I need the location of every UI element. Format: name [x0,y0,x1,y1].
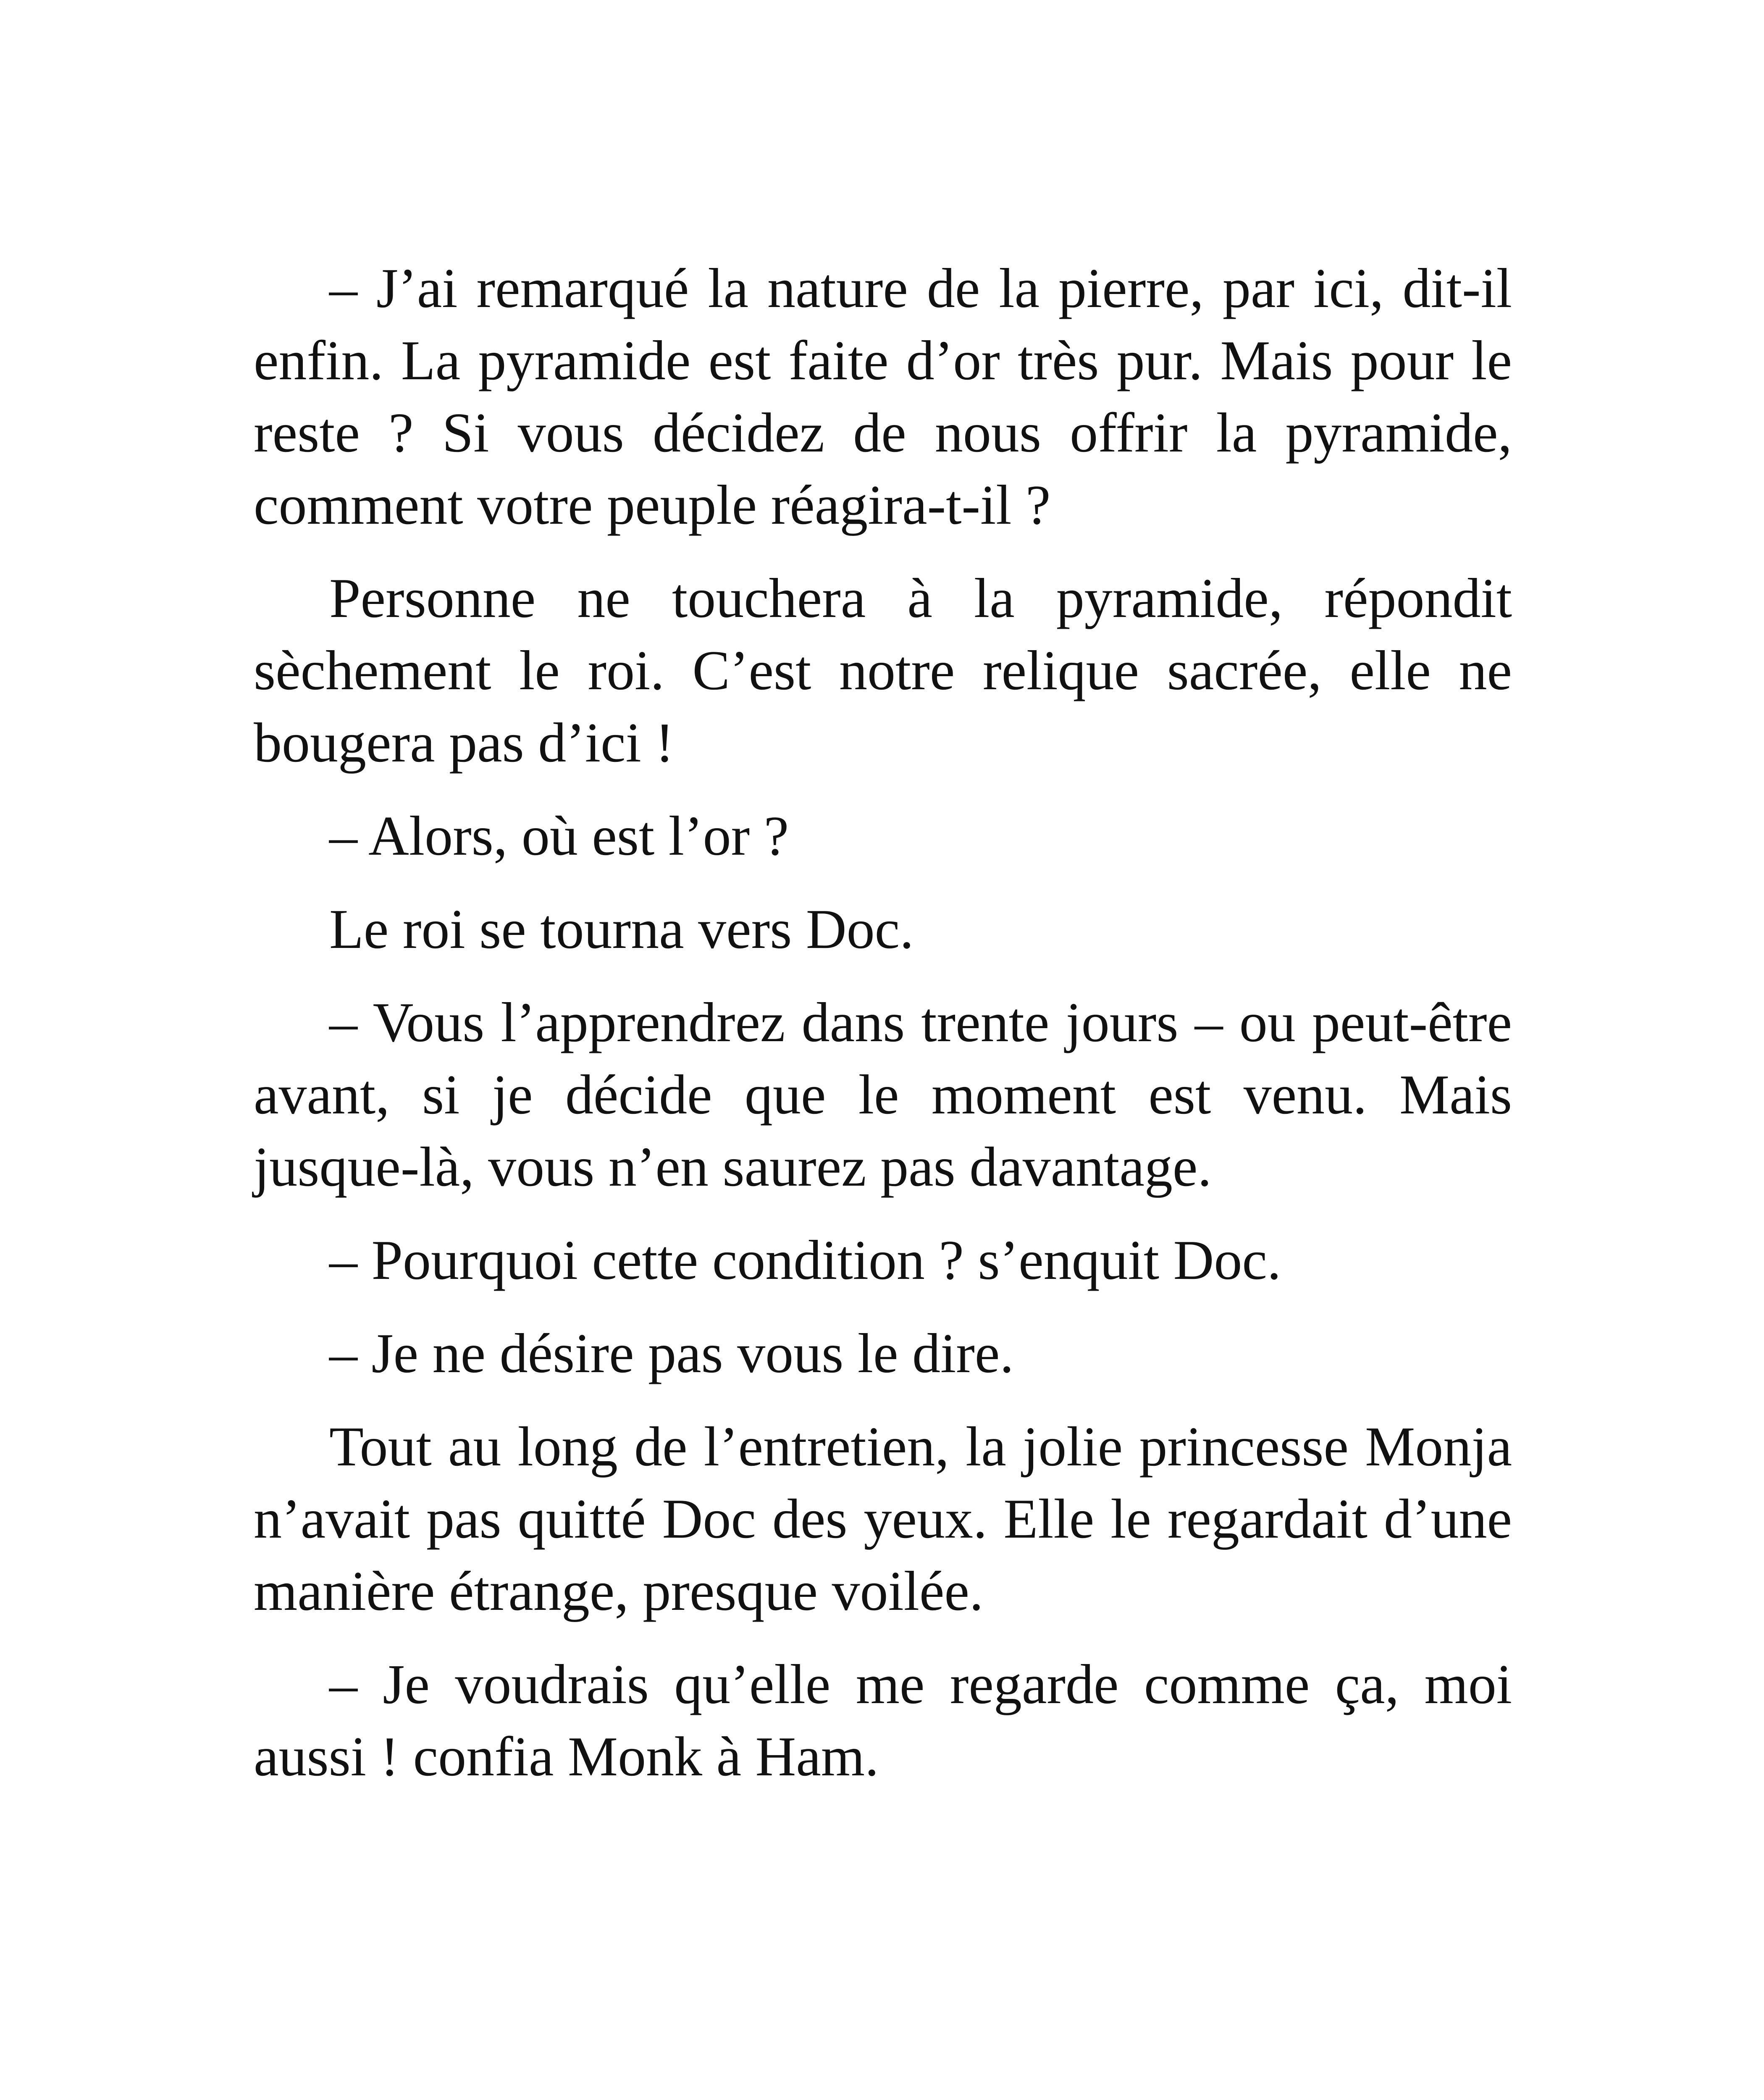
paragraph: – J’ai remarqué la nature de la pierre, par ici, dit-il enfin. La pyramide est faite d’or très pur. Mais pour le reste ? Si vous décidez de nous offrir la pyramide, comment votre peuple réagira-t-il ? [254,257,1512,536]
paragraph: – Alors, où est l’or ? [329,805,789,867]
paragraph: Personne ne touchera à la pyramide, répondit sèchement le roi. C’est notre relique sacrée, elle ne bougera pas d’ici ! [254,567,1512,774]
paragraph: Tout au long de l’entretien, la jolie princesse Monja n’avait pas quitté Doc des yeux. Elle le regardait d’une manière étrange, presque voilée. [254,1415,1512,1622]
paragraph: Le roi se tourna vers Doc. [329,898,914,960]
paragraph: – Je ne désire pas vous le dire. [329,1322,1014,1384]
paragraph: – Pourquoi cette condition ? s’enquit Doc. [329,1229,1281,1291]
paragraph: – Vous l’apprendrez dans trente jours – ou peut-être avant, si je décide que le moment est venu. Mais jusque-là, vous n’en saurez pas davantage. [254,991,1512,1198]
paragraph: – Je voudrais qu’elle me regarde comme ça, moi aussi ! confia Monk à Ham. [254,1653,1512,1788]
page-text [254,252,1512,1814]
